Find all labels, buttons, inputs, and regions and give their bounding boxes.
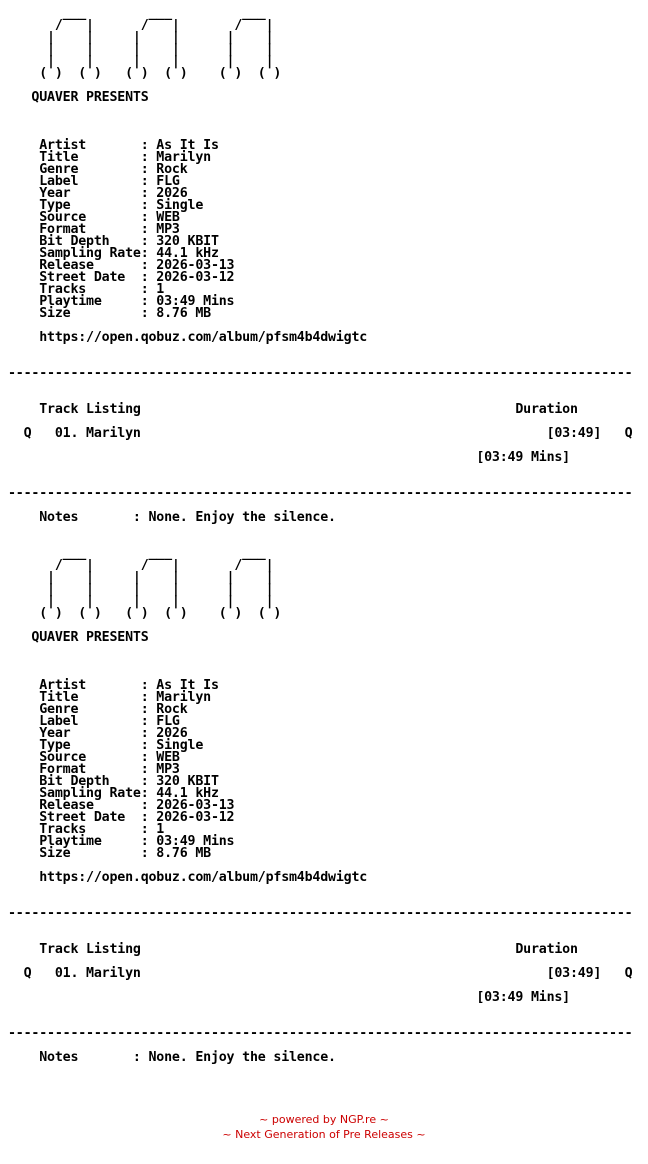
nfo-line: ( ) ( ) ( ) ( ) ( ) ( ) xyxy=(8,606,282,621)
nfo-line: | | | | | | xyxy=(8,42,274,57)
nfo-line: Q 01. Marilyn [03:49] Q xyxy=(8,966,633,981)
nfo-line: QUAVER PRESENTS xyxy=(8,90,149,105)
nfo-line: Q 01. Marilyn [03:49] Q xyxy=(8,426,633,441)
nfo-line: Source : WEB xyxy=(8,750,180,765)
nfo-line: Format : MP3 xyxy=(8,762,180,777)
nfo-line: Title : Marilyn xyxy=(8,150,211,165)
nfo-text-block xyxy=(8,8,632,1064)
nfo-line xyxy=(8,464,632,476)
nfo-line: ___ ___ ___ xyxy=(8,6,266,21)
powered-by-link[interactable]: ~ powered by NGP.re ~ xyxy=(259,1113,389,1126)
nfo-line: Year : 2026 xyxy=(8,726,188,741)
nfo-line: Tracks : 1 xyxy=(8,822,165,837)
nfo-line: -------------------------------------------------------------------------------- xyxy=(8,366,633,381)
nfo-line: Bit Depth : 320 KBIT xyxy=(8,234,219,249)
nfo-line: Release : 2026-03-13 xyxy=(8,258,235,273)
nfo-line xyxy=(8,644,632,656)
nfo-line: Genre : Rock xyxy=(8,702,188,717)
nfo-line xyxy=(8,116,632,128)
nfo-line xyxy=(8,884,632,896)
nfo-line: Sampling Rate: 44.1 kHz xyxy=(8,786,219,801)
nfo-line xyxy=(8,104,632,116)
nfo-line: -------------------------------------------------------------------------------- xyxy=(8,1026,633,1041)
nfo-line: Title : Marilyn xyxy=(8,690,211,705)
nfo-line: Bit Depth : 320 KBIT xyxy=(8,774,219,789)
nfo-line[interactable]: https://open.qobuz.com/album/pfsm4b4dwigtc xyxy=(8,870,368,885)
nfo-line: | | | | | | xyxy=(8,582,274,597)
nfo-line: Playtime : 03:49 Mins xyxy=(8,834,235,849)
footer xyxy=(0,1112,648,1142)
nfo-line: Street Date : 2026-03-12 xyxy=(8,810,235,825)
tagline-link[interactable]: ~ Next Generation of Pre Releases ~ xyxy=(222,1128,426,1141)
nfo-line xyxy=(8,524,632,536)
nfo-line: Notes : None. Enjoy the silence. xyxy=(8,510,336,525)
nfo-line: [03:49 Mins] xyxy=(8,990,570,1005)
nfo-line: Track Listing Duration xyxy=(8,942,578,957)
nfo-line: Size : 8.76 MB xyxy=(8,306,211,321)
nfo-line: [03:49 Mins] xyxy=(8,450,570,465)
nfo-line: Year : 2026 xyxy=(8,186,188,201)
nfo-line xyxy=(8,344,632,356)
nfo-line: / | / | / | xyxy=(8,558,274,573)
nfo-line: Type : Single xyxy=(8,198,204,213)
nfo-line: Type : Single xyxy=(8,738,204,753)
nfo-line[interactable]: https://open.qobuz.com/album/pfsm4b4dwigtc xyxy=(8,330,368,345)
nfo-line: QUAVER PRESENTS xyxy=(8,630,149,645)
nfo-line: Label : FLG xyxy=(8,174,180,189)
nfo-line: Format : MP3 xyxy=(8,222,180,237)
nfo-line: -------------------------------------------------------------------------------- xyxy=(8,486,633,501)
nfo-line: | | | | | | xyxy=(8,54,274,69)
nfo-line: Artist : As It Is xyxy=(8,138,219,153)
nfo-line: Size : 8.76 MB xyxy=(8,846,211,861)
nfo-line: Release : 2026-03-13 xyxy=(8,798,235,813)
nfo-line: Artist : As It Is xyxy=(8,678,219,693)
nfo-line xyxy=(8,380,632,392)
nfo-line: Street Date : 2026-03-12 xyxy=(8,270,235,285)
nfo-line: | | | | | | xyxy=(8,570,274,585)
nfo-line: / | / | / | xyxy=(8,18,274,33)
nfo-line xyxy=(8,656,632,668)
nfo-line: -------------------------------------------------------------------------------- xyxy=(8,906,633,921)
nfo-line: Track Listing Duration xyxy=(8,402,578,417)
nfo-line: ___ ___ ___ xyxy=(8,546,266,561)
nfo-line: Sampling Rate: 44.1 kHz xyxy=(8,246,219,261)
nfo-line xyxy=(8,1004,632,1016)
nfo-line: Genre : Rock xyxy=(8,162,188,177)
nfo-line: Label : FLG xyxy=(8,714,180,729)
nfo-line: | | | | | | xyxy=(8,30,274,45)
nfo-line xyxy=(8,920,632,932)
nfo-line: Tracks : 1 xyxy=(8,282,165,297)
nfo-line: ( ) ( ) ( ) ( ) ( ) ( ) xyxy=(8,66,282,81)
nfo-line: | | | | | | xyxy=(8,594,274,609)
nfo-line: Playtime : 03:49 Mins xyxy=(8,294,235,309)
nfo-line: Notes : None. Enjoy the silence. xyxy=(8,1050,336,1065)
nfo-line: Source : WEB xyxy=(8,210,180,225)
